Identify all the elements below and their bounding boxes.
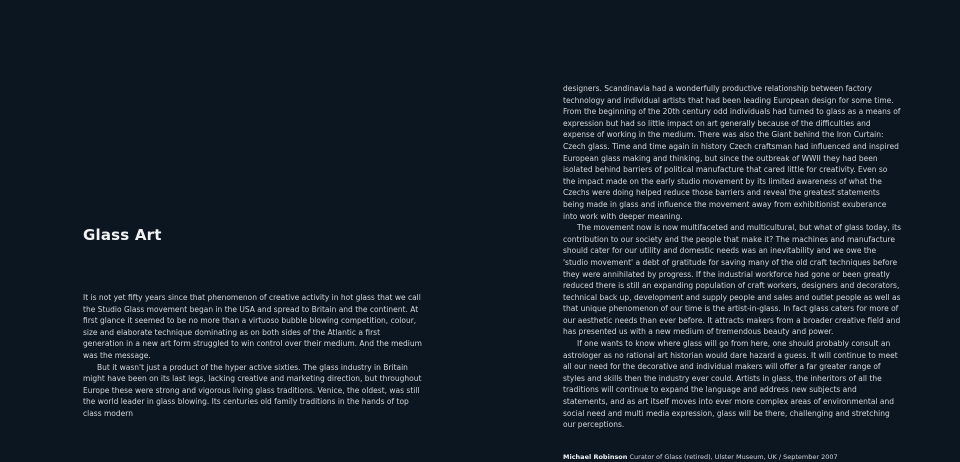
body-paragraph: But it wasn't just a product of the hyper active sixties. The glass industry in Britain might have been on its last legs, lacking creative and marketing direction, but throughout Europe these were strong and vigorous living glass traditions. Venice, the oldest, was still the world leader in glass blowing. Its centuries old family traditions in the hands of top class modern bbox=[83, 362, 422, 418]
page-title: Glass Art bbox=[83, 226, 162, 244]
author-name: Michael Robinson bbox=[563, 453, 628, 461]
author-role: Curator of Glass (retired), Ulster Museum, UK / September 2007 bbox=[629, 453, 838, 461]
body-paragraph: It is not yet fifty years since that phenomenon of creative activity in hot glass that we call the Studio Glass movement began in the USA and spread to Britain and the continent. At first glance it seemed to be no more than a virtuoso bubble blowing competition, colour, size and elaborate technique dominating as on both sides of the Atlantic a first generation in a new art form struggled to win control over their medium. And the medium was the message. bbox=[83, 293, 422, 360]
author-credit bbox=[563, 453, 838, 461]
body-paragraph: The movement now is now multifaceted and multicultural, but what of glass today, its contribution to our society and the people that make it? The machines and manufacture should cater for our utility and domestic needs was an inevitability and we owe the 'studio movement' a debt of gratitude for saving many of the old craft techniques before they were annihilated by progress. If the industrial workforce had gone or been greatly reduced there is still an expanding population of craft workers, designers and decorators, technical back up, development and supply people and sales and outlet people as well as that unique phenomenon of our time is the artist-in-glass. In fact glass caters for more of our aesthetic needs than ever before. It attracts makers from a broader creative field and has presented us with a new medium of tremendous beauty and power. bbox=[563, 223, 901, 337]
left-text-column bbox=[83, 292, 423, 420]
body-paragraph: If one wants to know where glass will go from here, one should probably consult an astrologer as no rational art historian would dare hazard a guess. It will continue to meet all our need for the decorative and individual makers will offer a far greater range of styles and skills then the industry ever could. Artists in glass, the inheritors of all the traditions will continue to expand the language and address new subjects and statements, and as art itself moves into ever more complex areas of environmental and social need and multi media expression, glass will be there, challenging and stretching our perceptions. bbox=[563, 339, 898, 430]
body-paragraph: designers. Scandinavia had a wonderfully productive relationship between factory technology and individual artists that had been leading European design for some time. From the beginning of the 20th century odd individuals had turned to glass as a means of expression but had so little impact on art generally because of the difficulties and expense of working in the medium. There was also the Giant behind the Iron Curtain: Czech glass. Time and time again in history Czech craftsman had influenced and inspired European glass making and thinking, but since the outbreak of WWII they had been isolated behind barriers of political manufacture that cared little for creativity. Even so the impact made on the early studio movement by its limited awareness of what the Czechs were doing helped reduce those barriers and reveal the greatest statements being made in glass and influence the movement away from exhibitionist exuberance into work with deeper meaning. bbox=[563, 84, 901, 221]
right-text-column bbox=[563, 83, 901, 431]
